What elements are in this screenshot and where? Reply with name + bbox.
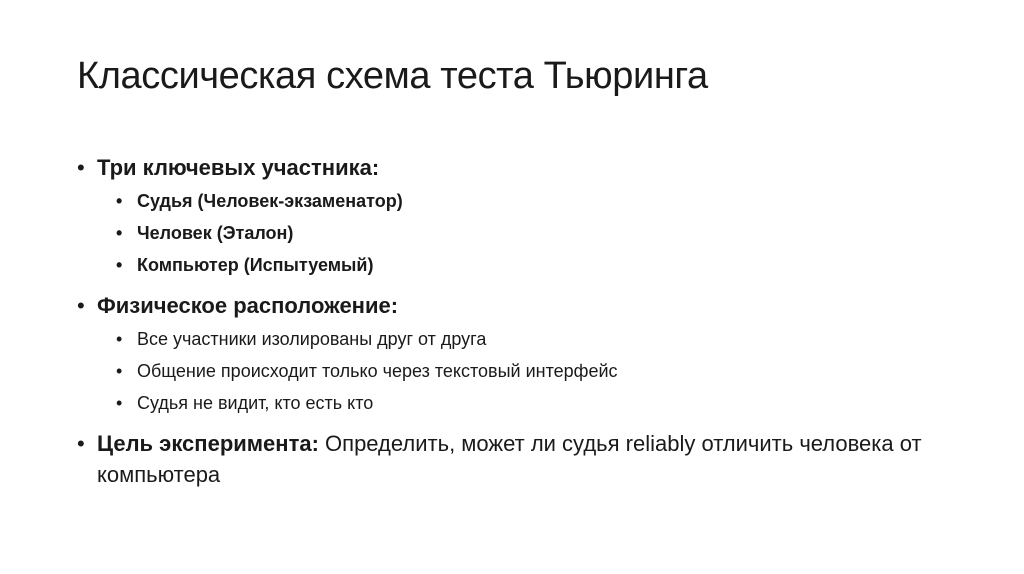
bullet-label: Цель эксперимента: — [97, 431, 319, 456]
bullet-marker: • — [77, 155, 85, 180]
sub-bullet-marker: • — [116, 361, 123, 381]
sub-item-text: Человек (Эталон) — [137, 223, 294, 243]
bullet-marker: • — [77, 293, 85, 318]
sub-item-judge-blind — [97, 387, 957, 419]
sub-item-text: Общение происходит только через текстовый интерфейс — [137, 361, 618, 381]
sub-bullet-marker: • — [116, 393, 123, 413]
sub-item-judge — [97, 185, 957, 217]
sub-list — [97, 185, 957, 281]
bullet-text: Определить, может ли судья reliably отличить человека от компьютера — [97, 431, 922, 487]
bullet-participants — [77, 152, 957, 281]
sub-item-human — [97, 217, 957, 249]
sub-bullet-marker: • — [116, 223, 123, 243]
sub-item-text: Все участники изолированы друг от друга — [137, 329, 487, 349]
sub-item-text: Компьютер (Испытуемый) — [137, 255, 374, 275]
sub-bullet-marker: • — [116, 191, 123, 211]
slide-title: Классическая схема теста Тьюринга — [77, 55, 708, 97]
bullet-list — [77, 152, 957, 499]
sub-item-text-interface — [97, 355, 957, 387]
sub-item-computer — [97, 249, 957, 281]
bullet-label: Три ключевых участника: — [97, 155, 380, 180]
sub-item-isolated — [97, 323, 957, 355]
sub-bullet-marker: • — [116, 255, 123, 275]
bullet-marker: • — [77, 431, 85, 456]
bullet-goal — [77, 428, 957, 490]
bullet-label: Физическое расположение: — [97, 293, 399, 318]
sub-list — [97, 323, 957, 419]
sub-item-text: Судья (Человек-экзаменатор) — [137, 191, 403, 211]
bullet-physical-layout — [77, 290, 957, 419]
sub-item-text: Судья не видит, кто есть кто — [137, 393, 374, 413]
sub-bullet-marker: • — [116, 329, 123, 349]
